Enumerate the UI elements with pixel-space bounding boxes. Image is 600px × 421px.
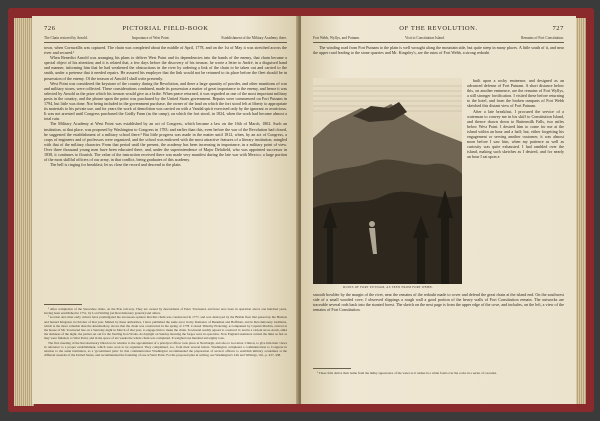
left-running-head <box>44 25 287 33</box>
left-running-title: PICTORIAL FIELD-BOOK <box>122 25 209 32</box>
left-paragraph: The Military Academy at West Point was established by an act of Congress, which became a law on the 16th of March, 1802. Such an institution, at that place, was proposed by Washington to Congress in 1783; and earlier than this, even before the war of the Revolution had closed, he suggested the establishment of a military school there.² But little progress was made in the matter until 1812, when, by an act of Congress, a corps of engineers and of professors were organized, and the school was endowed with the most attractive features of a literary institution, mingled with that of the military character. From that period until the present, the academy has been increasing in importance, in a military point of view. Over three thousand young men have been educated there, and, under the superintendence of Major Delafield, who was appointed successor in 1838, it continues to flourish. The value of the instruction received there was made very manifest during the late war with Mexico; a large portion of the most skillful officers of our army, in that conflict, being graduates of this academy. <box>44 121 287 163</box>
right-running-head <box>313 25 564 33</box>
right-page-number: 727 <box>552 25 564 32</box>
right-subheads <box>313 36 564 43</box>
right-subhead-3: Remains of Fort Constitution. <box>521 36 564 40</box>
left-footnote: The first meeting of the Revolutionary Directors in relation to the appointment of a principal officer took place at Newburgh, and also to Governor Clinton, to give him their views in reference to a proper establishment, which were soon to be organized. They complained, too, from their several letters. Washington completed a communication to Congress in relation to the same institution, as a 'government plan.' In that communication Washington recommended the preparation of several officers to establish military academies at the different arsenals of the United States, and recommended the founding of one at West Point. For his proposed plan in writing, see Washington's Life and Writings, viii., p. 437, 438. <box>44 340 287 358</box>
right-page <box>301 16 576 404</box>
dark-trees <box>313 192 462 284</box>
left-body-text <box>44 45 287 167</box>
figure-head <box>369 221 375 227</box>
right-intro-text <box>313 45 564 55</box>
left-page <box>32 16 299 404</box>
left-paragraph: When Benedict Arnold was arranging his plans to deliver West Point and its dependencies into the hands of the enemy, that chain became a special object of his attention; and it is related that, a few days before the discovery of his treason, he wrote a letter to André, in a disguised hand and manner, informing him that he had weakened the obstructions in the river by ordering a link of the chain to be taken out and carried to the smith, under a pretense that it needed repairs. He assured his employer that the link would not be returned to its place before the fleet should be in possession of the enemy. Of the treason of Arnold I shall write presently. <box>44 55 287 81</box>
right-running-title: OF THE REVOLUTION. <box>399 25 478 32</box>
page-edges-right <box>576 18 586 404</box>
right-footnote-rule <box>313 368 351 369</box>
left-footnotes <box>44 307 287 357</box>
right-footnotes <box>313 371 564 375</box>
left-paragraph: town, when Cornwallis was captured. The chain was completed about the middle of April, 1778, and on the 1st of May it was stretched across the river and secured.¹ <box>44 45 287 56</box>
page-edges-left <box>14 18 34 406</box>
right-subhead-1: Fort Webb, Wyllys, and Putnam. <box>313 36 360 40</box>
right-intro-paragraph: The winding road from Fort Putnam to the plain is well wrought along the mountain side, but quite steep in many places. A little south of it, and near the upper road leading to the stone quarries and Mr. Kingsley's, are the ruins of Fort Webb, a strong redoubt <box>313 45 564 56</box>
left-subheads <box>44 36 287 43</box>
right-continued-paragraph: smooth bowlder by the margin of the river, near the remains of the redoubt made to cover and defend the great chain at the island end. On the southwest side of a small wooded cove, I observed slippings a rough wall a good portion of the heavy walls of Fort Constitution remain. The outworks are traceable several rods back into the stunted forest. The sketch on the next page is from the upper edge of the cove, and includes, on the left, a view of the remains of Fort Constitution. <box>313 292 564 313</box>
right-side-paragraph: built upon a rocky eminence, and designed as an advanced defense of Fort Putnam. A short distance below this, on another eminence, are the remains of Fort Wyllys, a still stronger fortification. I visited these before returning to the hotel, and from the broken ramparts of Fort Webb sketched this distant view of Fort Putnam. <box>467 78 564 109</box>
illustration-caption: RUINS OF FORT PUTNAM, AS SEEN FROM FORT WEBB. <box>343 285 433 289</box>
left-footnote: ¹ After completion of the Snowshoe chain, on the Erie rail-way. They are owned by descendants of Peter Townsend, and have now been in operation above one hundred years, having been established in 1751, by Lord Stirling (an Revolutionary general) and others. <box>44 307 287 316</box>
engraving-illustration <box>313 78 462 284</box>
left-subhead-3: Establishment of the Military Academy there. <box>221 36 287 40</box>
left-subhead-2: Importance of West Point. <box>132 36 170 40</box>
left-footnote: ² Gordon and other early writers have promulgated the erroneous opinion that this chain was constructed in 1777, and was destroyed by the British fleet that passed up the Hudson and burned Kingston in October of that year. Misled by these authorities, I have published the same error in my Romance of Beekman and Hoffman, and in Revolutionary traditions, which is the more valuable than the Intermediary, shows that the chain was constructed in the spring of 1778. Colonel Timothy Pickering, accompanied by Captain Machin, arrived at the house of Mr. Townsend late on a Saturday night in March of that year, to engage him to make the chain. Townsend readily agreed to construct it; and in a violent snow-storm, amid the darkness of the night, the parties set out for the Sterling Iron Works. At daylight on Sunday morning the forges were in operation. Now England teamsters carried the links as fast as they were finished, to West Point, and in the space of six weeks the whole chain was completed. It weighed one hundred and eighty tons. <box>44 315 287 341</box>
right-footnote: ¹ These falls derive their name from the milky appearance of the water as it rushes in a white foam over the rocks in a series of cascades. <box>317 371 497 375</box>
right-side-text <box>467 78 564 160</box>
right-subhead-2: Visit to Constitution Island. <box>405 36 445 40</box>
left-paragraph: West Point was considered the keystone of the country during the Revolution, and there a large quantity of powder, and other munitions of war and military stores, were collected. These considerations combined, made its possession a matter of great importance to the enemy, and hence it was selected by Arnold as the prize which his treason would give as a bribe. When peace returned, it was regarded as one of the most important military posts in the country, and the phrase upon the point was purchased by the United States government. Repairs were commenced on Fort Putnam in 1794, but little was done. Nor being included in the government purchase, the owner of the land on which the fort stood felt at liberty to appropriate its materials to his private use, and for years the work of demolition was carried on with a Vandal spirit exercised only by the ignorant or avaricious. It was not arrested until Congress purchased the Gridly Farm (as the camp), on which the fort stood, in 1824, when the work had become almost a total ruin. <box>44 80 287 122</box>
left-footnote-rule <box>44 304 82 305</box>
right-side-paragraph: After a late breakfast, I procured the service of a waterman to convey me in his skiff to Constitution Island, and thence drawn down to Buttermilk Falls, two miles below West Point. I desired him to come for me at the island within an hour and a half; but, either forgetting his engagement or serving another customer, it was almost noon before I saw him, when my patience as well as curiosity was quite exhausted. I had rambled over the island, making such sketches as I desired, and for nearly an hour I sat upon a <box>467 108 564 160</box>
right-continued-text <box>313 292 564 312</box>
left-page-number: 726 <box>44 25 56 32</box>
left-subhead-1: The Chain restored by Arnold. <box>44 36 88 40</box>
left-paragraph: The bell is ringing for breakfast; let us close the record and descend to the plain. <box>50 162 182 168</box>
